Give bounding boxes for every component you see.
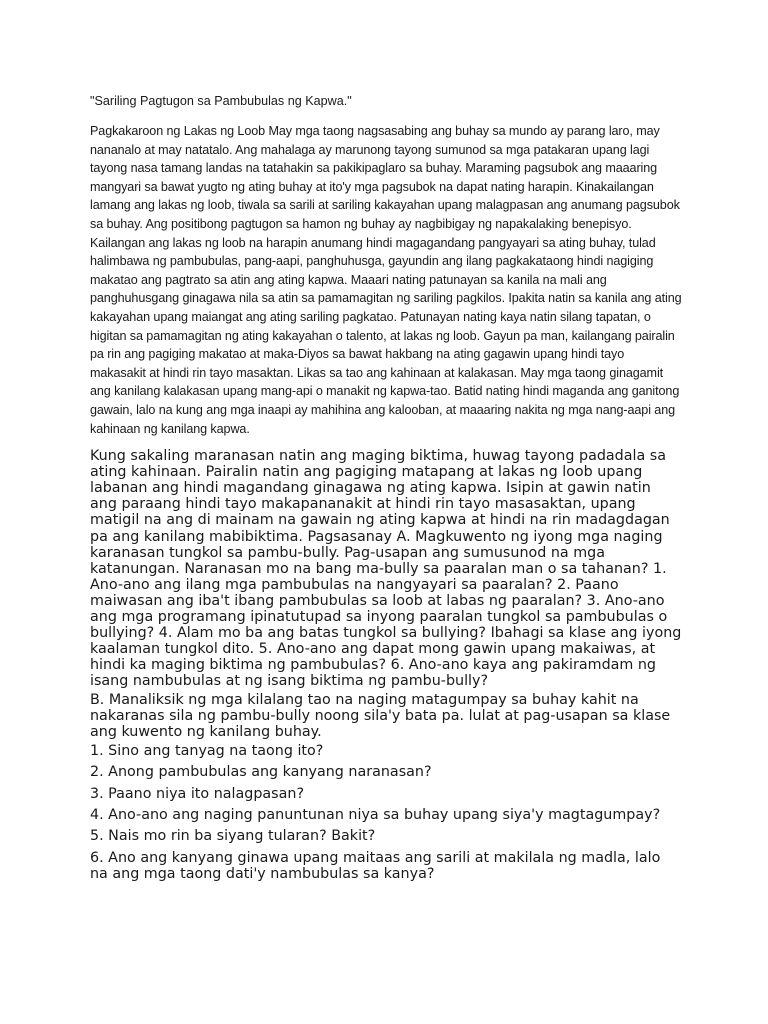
body-paragraph-activity-a: Kung sakaling maranasan natin ang maging biktima, huwag tayong padadala sa ating kahinaan. Pairalin natin ang pagiging matapang at lakas ng loob upang labanan ang hindi magandang ginagawa ng ating kapwa. Isipin at gawin natin ang paraang hindi tayo makapananakit at hindi rin tayo masasaktan, upang matigil na ang di mainam na gawain ng ating kapwa at hindi na rin madagdagan pa ang kanilang mabibiktima. Pagsasanay A. Magkuwento ng iyong mga naging karanasan tungkol sa pambu-bully. Pag-usapan ang sumusunod na mga katanungan. Naranasan mo na bang ma-bully sa paaralan man o sa tahanan? 1. Ano-ano ang ilang mga pambubulas na nangyayari sa paaralan? 2. Paano maiwasan ang iba't ibang pambubulas sa loob at labas ng paaralan? 3. Ano-ano ang mga programang ipinatutupad sa inyong paaralan tungkol sa pambubulas o bullying? 4. Alam mo ba ang batas tungkol sa bullying? Ibahagi sa klase ang iyong kaalaman tungkol dito. 5. Ano-ano ang dapat mong gawin upang makaiwas, at hindi ka maging biktima ng pambubulas? 6. Ano-ano kaya ang pakiramdam ng isang nambubulas at ng isang biktima ng pambu-bully? bbox=[90, 448, 682, 690]
intro-paragraph: Pagkakaroon ng Lakas ng Loob May mga taong nagsasabing ang buhay sa mundo ay parang laro, may nananalo at may natatalo. Ang mahalaga ay marunong tayong sumunod sa mga patakaran upang lagi tayong nasa tamang landas na tatahakin sa pakikipaglaro sa buhay. Maraming pagsubok ang maaaring mangyari sa bawat yugto ng ating buhay at ito'y mga pagsubok na dapat nating harapin. Kinakailangan lamang ang lakas ng loob, tiwala sa sarili at sariling kakayahan upang malagpasan ang anumang pagsubok sa buhay. Ang positibong pagtugon sa hamon ng buhay ay nagbibigay ng napakalaking benepisyo. Kailangan ang lakas ng loob na harapin anumang hindi magagandang pangyayari sa ating buhay, tulad halimbawa ng pambubulas, pang-aapi, panghuhusga, gayundin ang ilang pagkakataong hindi nagiging makatao ang pagtrato sa atin ang ating kapwa. Maaari nating patunayan sa kanila na mali ang panghuhusgang ginagawa nila sa atin sa pamamagitan ng sariling pagkilos. Ipakita natin sa kanila ang ating kakayahan upang maiangat ang ating sariling pagkatao. Patunayan nating kaya natin silang tapatan, o higitan sa pamamagitan ng ating kakayahan o talento, at lakas ng loob. Gayun pa man, kailangang pairalin pa rin ang pagiging makatao at maka-Diyos sa bawat hakbang na ating gagawin upang hindi tayo makasakit at hindi rin tayo masaktan. Likas sa tao ang kahinaan at kalakasan. May mga taong ginagamit ang kanilang kalakasan upang mang-api o manakit ng kapwa-tao. Batid nating hindi maganda ang ganitong gawain, lalo na kung ang mga inaapi ay mahihina ang kalooban, at maaaring nakita ng mga nang-aapi ang kahinaan ng kanilang kapwa. bbox=[90, 124, 682, 436]
question-item-4: 4. Ano-ano ang naging panuntunan niya sa buhay upang siya'y magtagumpay? bbox=[90, 806, 661, 823]
question-item-3: 3. Paano niya ito nalagpasan? bbox=[90, 785, 305, 802]
document-title: "Sariling Pagtugon sa Pambubulas ng Kapwa." bbox=[90, 94, 352, 108]
question-item-5: 5. Nais mo rin ba siyang tularan? Bakit? bbox=[90, 828, 376, 845]
question-item-2: 2. Anong pambubulas ang kanyang naranasan? bbox=[90, 764, 432, 781]
question-item-1: 1. Sino ang tanyag na taong ito? bbox=[90, 742, 324, 759]
question-item-6: 6. Ano ang kanyang ginawa upang maitaas ang sarili at makilala ng madla, lalo na ang mga taong dati'y nambubulas sa kanya? bbox=[90, 849, 661, 882]
question-list bbox=[90, 743, 682, 882]
body-paragraph-activity-b: B. Manaliksik ng mga kilalang tao na naging matagumpay sa buhay kahit na nakaranas sila ng pambu-bully noong sila'y bata pa. lulat at pag-usapan sa klase ang kuwento ng kanilang buhay. bbox=[90, 691, 671, 740]
document-page bbox=[90, 92, 682, 887]
